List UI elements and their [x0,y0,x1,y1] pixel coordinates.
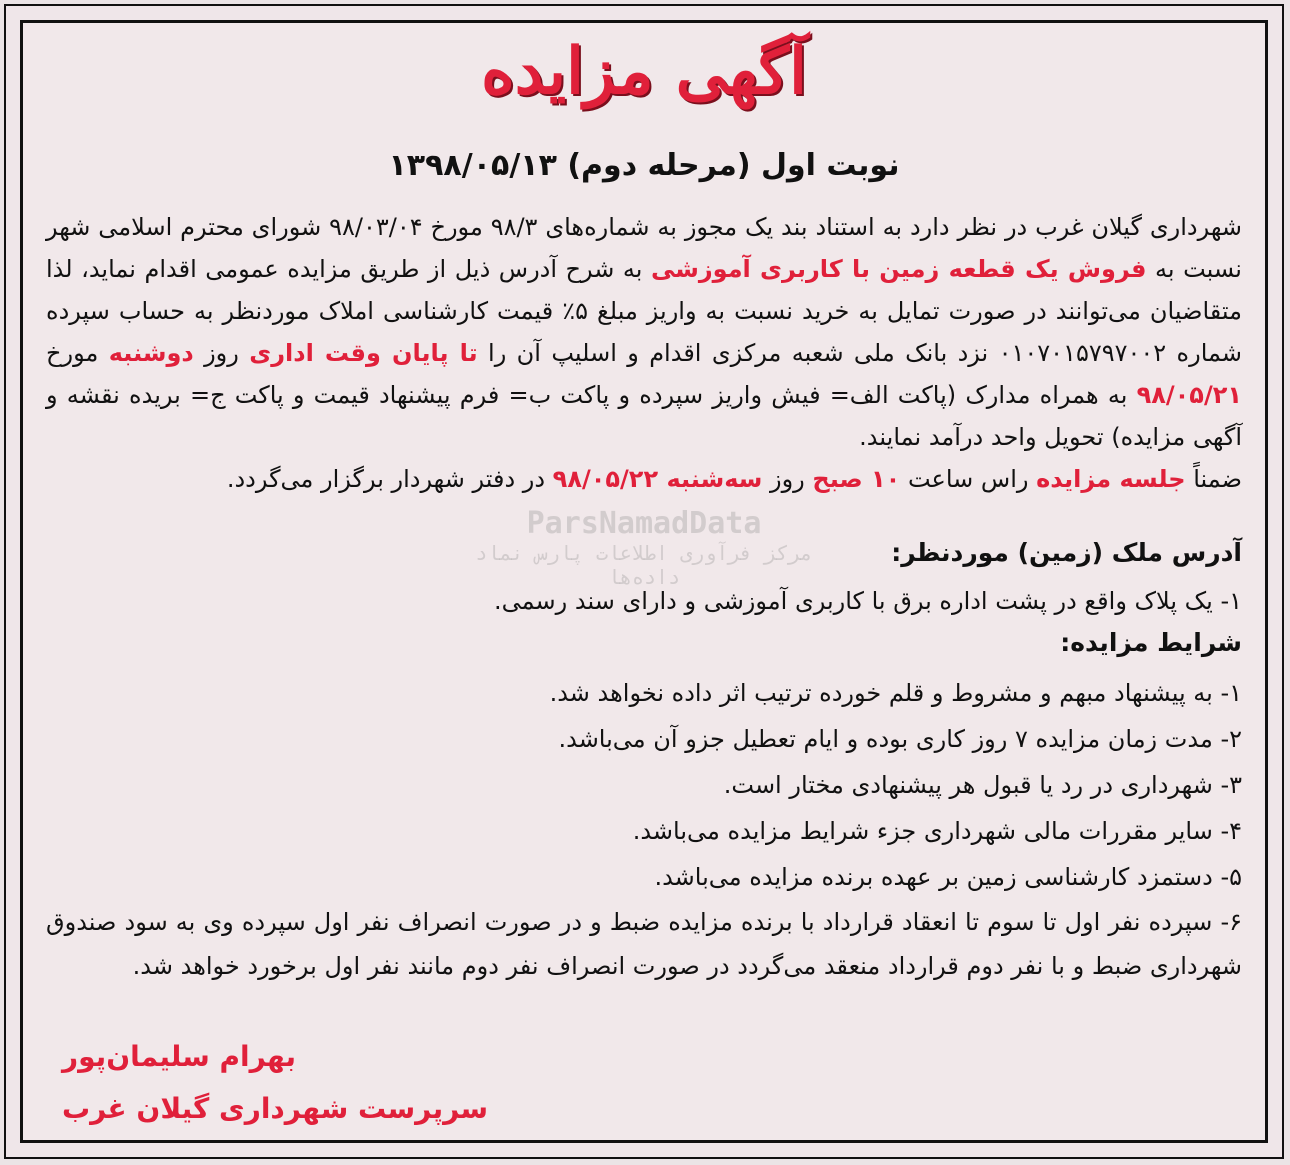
watermark-brand: ParsNamadData [526,506,762,541]
address-item: ۱- یک پلاک واقع در پشت اداره برق با کاربری آموزشی و دارای سند رسمی. [494,587,1242,615]
condition-item: ۵- دستمزد کارشناسی زمین بر عهده برنده مزایده می‌باشد. [654,863,1242,891]
highlight-date: ۹۸/۰۵/۲۱ [1136,381,1242,409]
highlight-sale: فروش یک قطعه زمین با کاربری آموزشی [650,255,1147,283]
conditions-list [46,670,1242,988]
text-run: روز [762,465,813,493]
signatory-name: بهرام سلیمان‌پور [62,1040,297,1073]
notice-subtitle: نوبت اول (مرحله دوم) ۱۳۹۸/۰۵/۱۳ [388,148,900,183]
condition-item: ۲- مدت زمان مزایده ۷ روز کاری بوده و ایام تعطیل جزو آن می‌باشد. [558,725,1242,753]
address-heading: آدرس ملک (زمین) موردنظر: [891,538,1242,567]
condition-item: ۳- شهرداری در رد یا قبول هر پیشنهادی مختار است. [723,771,1242,799]
highlight-session: جلسه مزایده [1036,465,1186,493]
condition-item: ۶- سپرده نفر اول تا سوم تا انعقاد قرارداد با برنده مزایده ضبط و در صورت انصراف نفر اول سپرده وی به سود صندوق شهرداری ضبط و با نفر دوم قرارداد منعقد می‌گردد در صورت انصراف نفر دوم مانند نفر اول برخورد خواهد شد. [46,908,1242,980]
text-run: به شرح آدرس ذیل از طریق مزایده عمومی اقدام نماید، لذا متقاضیان می‌توانند در صورت تمایل به خرید نسبت به واریز مبلغ ۵٪ قیمت کارشناسی املاک موردنظر به حساب سپرده شماره ۰۱۰۷۰۱۵۷۹۷۰۰۲ نزد بانک ملی شعبه مرکزی اقدام و اسلیپ آن را [46,255,1243,367]
text-run: ضمناً [1185,465,1242,493]
intro-paragraph [46,206,1242,458]
notice-page [4,4,1284,1159]
text-run: روز [193,339,250,367]
watermark-caption: مرکز فرآوری اطلاعات پارس نماد داده‌ها [475,541,813,589]
text-run: به همراه مدارک (پاکت الف= فیش واریز سپرده و پاکت ب= فرم پیشنهاد قیمت و پاکت ج= بریده نقشه و آگهی مزایده) تحویل واحد درآمد نمایند. [46,381,1242,451]
conditions-heading: شرایط مزایده: [1060,628,1242,657]
session-paragraph [46,458,1242,500]
notice-title: آگهی مزایده [481,34,807,109]
text-run: شهرداری گیلان غرب در نظر دارد به استناد بند یک مجوز به شماره‌های ۹۸/۳ مورخ ۹۸/۰۳/۰۴ شورای محترم اسلامی شهر نسبت به [46,213,1242,283]
signatory-position: سرپرست شهرداری گیلان غرب [62,1092,489,1125]
condition-item: ۱- به پیشنهاد مبهم و مشروط و قلم خورده ترتیب اثر داده نخواهد شد. [549,679,1242,707]
notice-body [46,206,1242,500]
text-run: مورخ [46,339,109,367]
highlight-session-date: سه‌شنبه ۹۸/۰۵/۲۲ [552,465,763,493]
highlight-time: ۱۰ صبح [812,465,901,493]
text-run: راس ساعت [900,465,1037,493]
address-list [46,578,1242,624]
condition-item: ۴- سایر مقررات مالی شهرداری جزء شرایط مزایده می‌باشد. [632,817,1242,845]
text-run: در دفتر شهردار برگزار می‌گردد. [226,465,553,493]
highlight-day: دوشنبه [108,339,194,367]
highlight-deadline: تا پایان وقت اداری [249,339,478,367]
